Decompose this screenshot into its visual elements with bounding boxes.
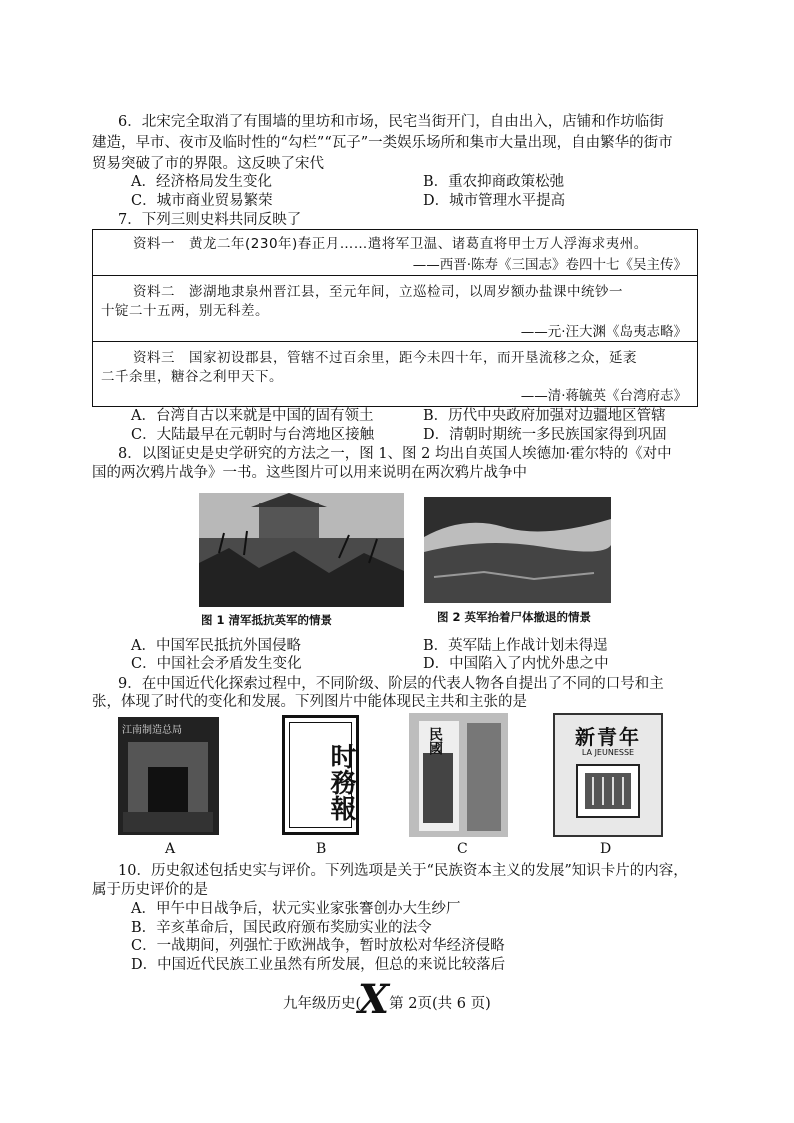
figure1-caption: 图 1 清军抵抗英军的情景 [201,613,333,627]
q7-option-d: D．清朝时期统一多民族国家得到巩固 [423,427,667,443]
q10-option-c: C．一战期间，列强忙于欧洲战争，暂时放松对华经济侵略 [131,938,505,954]
footer-left: 九年级历史( [283,996,362,1012]
q9-image-d-text: 新青年 [575,725,641,749]
q10-stem-line1: 10．历史叙述包括史实与评价。下列选项是关于“民族资本主义的发展”知识卡片的内容， [118,863,688,879]
q9-stem-line1: 9．在中国近代化探索过程中，不同阶级、阶层的代表人物各自提出了不同的口号和主 [118,676,664,692]
q7-source3-cite: ——清·蒋毓英《台湾府志》 [520,388,687,404]
q8-option-b: B．英军陆上作战计划未得逞 [423,638,608,654]
q9-label-d: D [600,841,612,857]
footer-right: 第 2页(共 6 页) [389,996,491,1012]
figure1-photo [199,493,404,607]
q7-option-c: C．大陆最早在元朝时与台湾地区接触 [131,427,375,443]
q9-label-b: B [316,841,327,857]
q8-option-d: D．中国陷入了内忧外患之中 [423,656,609,672]
q7-option-b: B．历代中央政府加强对边疆地区管辖 [423,408,666,424]
q7-source1-text: 资料一 黄龙二年(230年)春正月……遣将军卫温、诸葛直将甲士万人浮海求夷州。 [133,236,648,252]
q7-source3 [93,342,697,406]
q7-source2 [93,276,697,342]
q10-stem-line2: 属于历史评价的是 [92,882,208,898]
footer-x-mark: X [358,976,390,1023]
q9-image-a [118,717,219,835]
figure2-caption: 图 2 英军抬着尸体撤退的情景 [437,610,592,624]
q9-label-c: C [457,841,468,857]
q7-stem: 7．下列三则史料共同反映了 [118,212,302,228]
q8-stem-line2: 国的两次鸦片战争》一书。这些图片可以用来说明在两次鸦片战争中 [92,465,527,481]
q9-image-b [282,715,359,835]
q8-stem-line1: 8．以图证史是史学研究的方法之一，图 1、图 2 均出自英国人埃德加·霍尔特的《对中 [118,446,672,462]
q9-image-b-text: 时務報 [326,743,356,821]
q6-stem-line2: 建造，早市、夜市及临时性的“勾栏”“瓦子”一类娱乐场所和集市大量出现，自由繁华的街市 [92,135,673,151]
q7-source3-line2: 二千余里，糖谷之利甲天下。 [101,369,283,385]
q7-source2-cite: ——元·汪大渊《岛夷志略》 [520,324,687,340]
q9-image-d-sub: LA JEUNESSE [581,748,635,757]
q7-option-a: A．台湾自古以来就是中国的固有领土 [131,408,374,424]
q9-image-c-text: 民國 [427,727,443,755]
q9-stem-line2: 张，体现了时代的变化和发展。下列图片中能体现民主共和主张的是 [92,694,527,710]
q9-image-a-text: 江南制造总局 [122,725,182,736]
q7-source3-line1: 资料三 国家初设郡县，管辖不过百余里，距今未四十年，而开垦流移之众，延袤 [133,350,637,366]
q6-option-a: A．经济格局发生变化 [131,174,272,190]
q9-image-c [409,713,508,837]
q6-option-b: B．重农抑商政策松弛 [423,174,565,190]
q6-stem-line3: 贸易突破了市的界限。这反映了宋代 [92,156,324,172]
q6-option-d: D．城市管理水平提高 [423,193,566,209]
q10-option-a: A．甲午中日战争后，状元实业家张謇创办大生纱厂 [131,901,461,917]
q8-option-c: C．中国社会矛盾发生变化 [131,656,302,672]
q7-source2-line2: 十锭二十五两，别无科差。 [101,303,269,319]
q7-source2-line1: 资料二 澎湖地隶泉州晋江县，至元年间，立巡检司，以周岁额办盐课中统钞一 [133,284,623,300]
q7-source1-cite: ——西晋·陈寿《三国志》卷四十七《吴主传》 [412,257,687,273]
q10-option-b: B．辛亥革命后，国民政府颁布奖励实业的法令 [131,920,432,936]
figure2-photo [424,497,611,603]
q8-option-a: A．中国军民抵抗外国侵略 [131,638,301,654]
q7-source-table [92,229,698,407]
q6-stem-line1: 6．北宋完全取消了有围墙的里坊和市场，民宅当街开门，自由出入，店铺和作坊临街 [118,114,664,130]
q10-option-d: D．中国近代民族工业虽然有所发展，但总的来说比较落后 [131,957,506,973]
q9-label-a: A [165,841,176,857]
q7-source1 [93,230,697,276]
q6-option-c: C．城市商业贸易繁荣 [131,193,273,209]
q9-image-d [553,713,663,837]
